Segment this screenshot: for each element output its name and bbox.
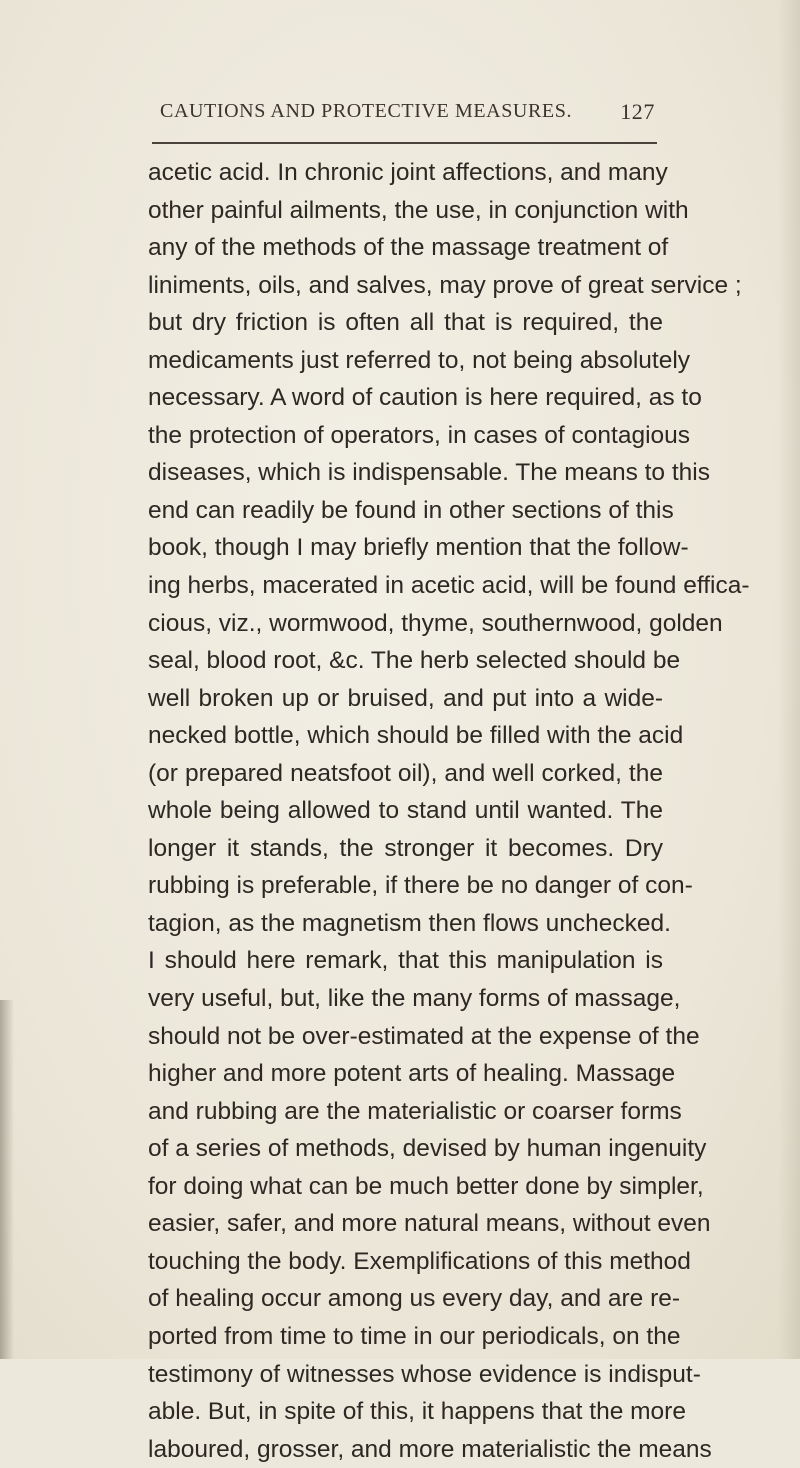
text-line: but dry friction is often all that is required, the — [148, 309, 663, 337]
text-line: very useful, but, like the many forms of massage, — [148, 985, 681, 1013]
text-line: and rubbing are the materialistic or coarser forms — [148, 1097, 682, 1125]
text-line: ing herbs, macerated in acetic acid, will be found effica- — [148, 572, 750, 600]
text-line: laboured, grosser, and more materialistic the means — [148, 1435, 712, 1463]
text-line: necessary. A word of caution is here required, as to — [148, 384, 702, 412]
text-line: for doing what can be much better done by simpler, — [148, 1172, 704, 1200]
text-line: (or prepared neatsfoot oil), and well corked, the — [148, 759, 663, 787]
text-line: medicaments just referred to, not being absolutely — [148, 346, 691, 374]
text-line: easier, safer, and more natural means, without even — [148, 1210, 711, 1238]
text-line: well broken up or bruised, and put into a wide- — [148, 684, 663, 712]
text-line: I should here remark, that this manipulation is — [148, 947, 663, 975]
text-line: seal, blood root, &c. The herb selected should be — [148, 647, 681, 675]
text-line: any of the methods of the massage treatment of — [148, 234, 669, 262]
text-line: tagion, as the magnetism then flows unchecked. — [148, 909, 671, 937]
text-line: end can readily be found in other sections of this — [148, 496, 674, 524]
text-line: rubbing is preferable, if there be no danger of con- — [148, 872, 693, 900]
text-line: touching the body. Exemplifications of this method — [148, 1247, 691, 1275]
text-line: should not be over-estimated at the expense of the — [148, 1022, 700, 1050]
text-line: necked bottle, which should be filled with the acid — [148, 722, 684, 750]
text-line: of healing occur among us every day, and are re- — [148, 1285, 681, 1313]
text-line: cious, viz., wormwood, thyme, southernwood, golden — [148, 609, 723, 637]
running-title: CAUTIONS AND PROTECTIVE MEASURES. — [160, 100, 573, 122]
text-line: the protection of operators, in cases of contagious — [148, 421, 691, 449]
text-line: other painful ailments, the use, in conjunction with — [148, 196, 689, 224]
header-rule — [152, 142, 657, 144]
text-line: diseases, which is indispensable. The means to this — [148, 459, 710, 487]
text-line: testimony of witnesses whose evidence is indisput- — [148, 1360, 701, 1388]
running-head — [160, 100, 655, 130]
body-text — [148, 154, 750, 1468]
text-line: whole being allowed to stand until wanted. The — [148, 797, 663, 825]
page-number: 127 — [620, 99, 655, 124]
text-line: book, though I may briefly mention that the follow- — [148, 534, 689, 562]
text-line: longer it stands, the stronger it becomes. Dry — [148, 834, 663, 862]
text-line: of a series of methods, devised by human ingenuity — [148, 1135, 707, 1163]
text-line: liniments, oils, and salves, may prove of great service ; — [148, 271, 742, 299]
text-line: able. But, in spite of this, it happens that the more — [148, 1398, 686, 1426]
binding-shadow — [0, 1000, 14, 1359]
text-line: higher and more potent arts of healing. Massage — [148, 1060, 676, 1088]
text-line: acetic acid. In chronic joint affections, and many — [148, 159, 668, 186]
page-edge-shadow — [778, 0, 800, 1359]
text-line: ported from time to time in our periodicals, on the — [148, 1322, 681, 1350]
